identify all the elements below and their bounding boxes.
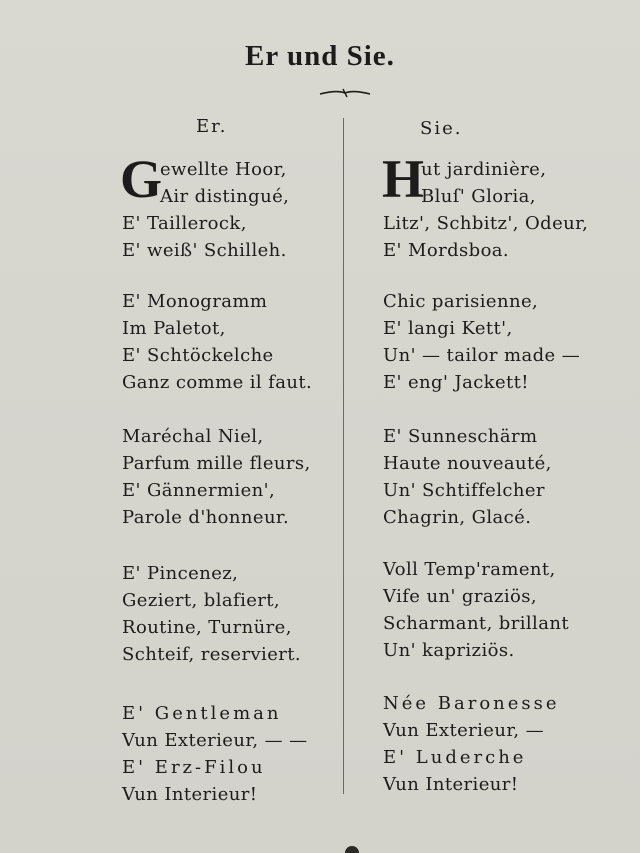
verse-line: Geziert, blafiert, <box>122 590 281 611</box>
verse-line: E' langi Kett', <box>383 318 513 339</box>
verse-line: Vun Interieur! <box>122 784 258 805</box>
verse-line: Parole d'honneur. <box>122 507 290 528</box>
verse-line: Haute nouveauté, <box>383 453 552 474</box>
verse-line: Bluſ' Gloria, <box>421 186 536 207</box>
verse-line: E' Pincenez, <box>122 563 239 584</box>
verse-line: E' Monogramm <box>122 291 268 312</box>
verse-text: ewellte Hoor, <box>160 159 287 180</box>
verse-line: E' weiß' Schilleh. <box>122 240 287 261</box>
column-heading-er: Er. <box>196 116 228 137</box>
verse-line: Im Paletot, <box>122 318 226 339</box>
verse-line: E' eng' Jackett! <box>383 372 529 393</box>
verse-line: Litz', Schbitz', Odeur, <box>383 213 589 234</box>
verse-line: Air distingué, <box>160 186 290 207</box>
stanza <box>383 288 580 396</box>
stanza <box>383 423 552 531</box>
verse-line: Un' Schtiffelcher <box>383 480 545 501</box>
stanza <box>383 556 569 664</box>
verse-line: E' Taillerock, <box>122 213 247 234</box>
verse-line: E' Luderche <box>383 747 527 768</box>
verse-line: Un' kapriziös. <box>383 640 515 661</box>
verse-line: Un' — tailor made — <box>383 345 581 366</box>
stanza <box>122 560 301 668</box>
verse-line: Chic parisienne, <box>383 291 539 312</box>
column-heading-sie: Sie. <box>420 118 463 139</box>
verse-line: Née Baronesse <box>383 693 560 714</box>
drop-cap: G <box>120 149 163 209</box>
stanza <box>122 423 311 531</box>
verse-line: E' Sunneschärm <box>383 426 538 447</box>
stanza <box>382 149 589 264</box>
verse-line: Vun Interieur! <box>383 774 519 795</box>
verse-line: Ganz comme il faut. <box>122 372 313 393</box>
verse-line: Vun Exterieur, — <box>383 720 545 741</box>
verse-line: E' Schtöckelche <box>122 345 274 366</box>
verse-line: Vun Exterieur, — — <box>122 730 308 751</box>
verse-line: E' Erz-Filou <box>122 757 266 778</box>
verse-line: E' Gentleman <box>122 703 282 724</box>
page-edge-mark <box>345 846 359 853</box>
verse-line: Parfum mille fleurs, <box>122 453 311 474</box>
verse-line: Schteif, reserviert. <box>122 644 301 665</box>
verse-text: ut jardinière, <box>421 159 547 180</box>
stanza <box>120 149 290 264</box>
verse-line: E' Mordsboa. <box>383 240 510 261</box>
stanza <box>122 288 312 396</box>
verse-line: E' Gännermien', <box>122 480 276 501</box>
verse-line: Voll Temp'rament, <box>383 559 556 580</box>
poem-title: Er und Sie. <box>245 40 395 72</box>
column-divider <box>343 118 344 794</box>
title-ornament <box>318 87 372 99</box>
verse-line: Vife un' graziös, <box>383 586 538 607</box>
verse-line: Scharmant, brillant <box>383 613 569 634</box>
drop-cap: H <box>382 149 425 209</box>
verse-line: Chagrin, Glacé. <box>383 507 532 528</box>
stanza <box>122 700 308 808</box>
verse-line: Routine, Turnüre, <box>122 617 292 638</box>
stanza <box>383 690 560 798</box>
verse-line: Maréchal Niel, <box>122 426 264 447</box>
